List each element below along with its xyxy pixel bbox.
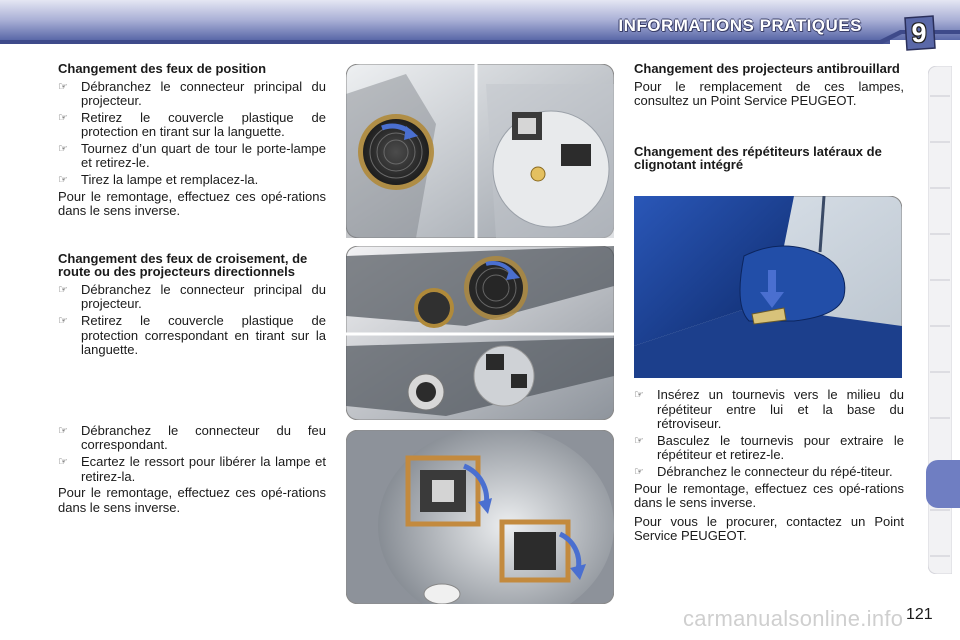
figure-position-lamp — [346, 64, 614, 238]
list-item: ☞ Insérez un tournevis vers le milieu du répétiteur entre lui et la base du rétroviseur. — [634, 387, 904, 432]
left-column — [58, 62, 326, 515]
list-item: ☞ Tirez la lampe et remplacez-la. — [58, 172, 259, 188]
page-header — [0, 0, 960, 48]
hand-pointer-icon: ☞ — [58, 174, 68, 187]
list-item: ☞ Débranchez le connecteur du feu correspondant. — [58, 422, 326, 453]
side-tab-active-chapter[interactable] — [926, 460, 960, 508]
hand-pointer-icon: ☞ — [634, 389, 644, 401]
list-item: ☞ Débranchez le connecteur principal du projecteur. — [58, 281, 326, 312]
hand-pointer-icon: ☞ — [58, 283, 68, 296]
figure-mirror-repeater — [634, 196, 902, 378]
paragraph: Pour vous le procurer, contactez un Point Service PEUGEOT. — [634, 513, 904, 544]
paragraph: Pour le remontage, effectuez ces opé-rations dans le sens inverse. — [58, 485, 326, 515]
right-column-lower — [634, 388, 904, 544]
section-title-fog-lamps: Changement des projecteurs antibrouillard — [634, 61, 900, 76]
paragraph: Pour le remplacement de ces lampes, consultez un Point Service PEUGEOT. — [634, 78, 904, 109]
right-column — [634, 62, 904, 176]
list-item: ☞ Basculez le tournevis pour extraire le répétiteur et retirez-le. — [634, 432, 904, 463]
hand-pointer-icon: ☞ — [58, 456, 68, 468]
list-item: ☞ Tournez d’un quart de tour le porte-lampe et retirez-le. — [58, 140, 326, 171]
hand-pointer-icon: ☞ — [634, 465, 644, 478]
page-title: INFORMATIONS PRATIQUES — [618, 16, 862, 35]
list-item: ☞ Débranchez le connecteur principal du projecteur. — [58, 78, 326, 109]
list-item: ☞ Ecartez le ressort pour libérer la lampe et retirez-la. — [58, 454, 326, 484]
paragraph: Pour le remontage, effectuez ces opé-rations dans le sens inverse. — [58, 188, 326, 219]
hand-pointer-icon: ☞ — [58, 315, 68, 328]
list-item: ☞ Retirez le couvercle plastique de protection correspondant en tirant sur la languette. — [58, 313, 326, 358]
chapter-badge — [901, 14, 937, 52]
hand-pointer-icon: ☞ — [58, 424, 68, 437]
section-title-position-lights: Changement des feux de position — [58, 61, 267, 76]
figure-headlamp-covers — [346, 246, 614, 420]
figure-bulb-spring — [346, 430, 614, 604]
hand-pointer-icon: ☞ — [58, 80, 68, 93]
chapter-number: 9 — [911, 18, 927, 48]
page-number: 121 — [906, 606, 933, 623]
watermark: carmanualsonline.info — [683, 606, 904, 631]
section-title-side-repeaters: Changement des répétiteurs latéraux de clignotant intégré — [634, 143, 882, 173]
list-item: ☞ Débranchez le connecteur du répé-titeur. — [634, 463, 893, 479]
paragraph: Pour le remontage, effectuez ces opé-rations dans le sens inverse. — [634, 480, 904, 511]
hand-pointer-icon: ☞ — [58, 111, 68, 124]
hand-pointer-icon: ☞ — [58, 142, 68, 155]
list-item: ☞ Retirez le couvercle plastique de protection en tirant sur la languette. — [58, 109, 326, 140]
hand-pointer-icon: ☞ — [634, 434, 644, 447]
section-title-headlamps: Changement des feux de croisement, de route ou des projecteurs directionnels — [58, 250, 308, 280]
